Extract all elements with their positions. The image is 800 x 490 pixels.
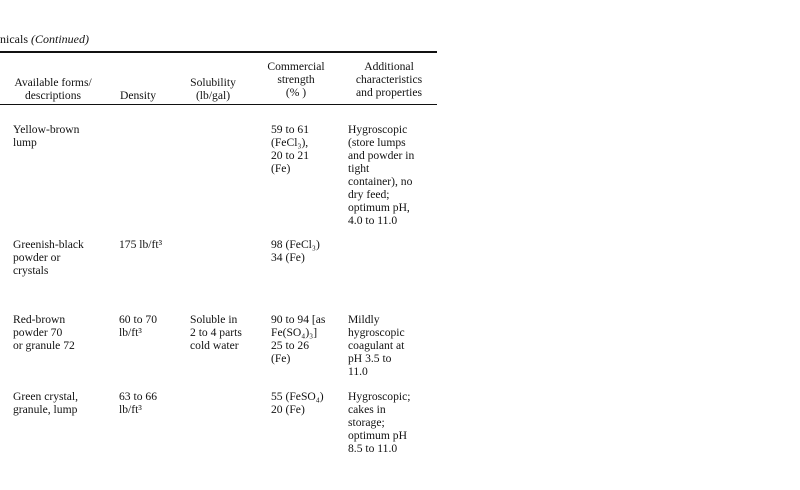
row3-forms: Red-brown powder 70 or granule 72 [13,313,75,352]
header-available-forms: Available forms/ descriptions [14,76,92,102]
row1-forms: Yellow-brown lump [13,123,80,149]
row4-forms: Green crystal, granule, lump [13,390,79,416]
header-density: Density [119,89,157,102]
caption-continued: (Continued) [31,32,89,46]
header-solubility: Solubility (lb/gal) [190,76,236,102]
row4-strength: 55 (FeSO₄) 20 (Fe) [271,390,324,416]
row3-solubility: Soluble in 2 to 4 parts cold water [190,313,242,352]
header-bottom-rule [0,104,437,105]
row1-additional: Hygroscopic (store lumps and powder in tight container), no dry feed; optimum pH, 4.0 to 11.0 [348,123,415,227]
table-top-rule [0,51,437,53]
row3-density: 60 to 70 lb/ft³ [119,313,158,339]
row4-density: 63 to 66 lb/ft³ [119,390,158,416]
row2-density: 175 lb/ft³ [119,238,163,251]
row2-forms: Greenish-black powder or crystals [13,238,84,277]
row2-strength: 98 (FeCl₃) 34 (Fe) [271,238,320,264]
row3-strength: 90 to 94 [as Fe(SO₄)₃] 25 to 26 (Fe) [271,313,326,365]
row4-additional: Hygroscopic; cakes in storage; optimum pH 8.5 to 11.0 [348,390,411,455]
table-caption [0,33,89,46]
header-additional-characteristics: Additional characteristics and properties [355,60,423,99]
caption-text: nicals [0,32,31,46]
row3-additional: Mildly hygroscopic coagulant at pH 3.5 to 11.0 [348,313,405,378]
row1-strength: 59 to 61 (FeCl₃), 20 to 21 (Fe) [271,123,310,175]
header-commercial-strength: Commercial strength (% ) [267,60,325,99]
